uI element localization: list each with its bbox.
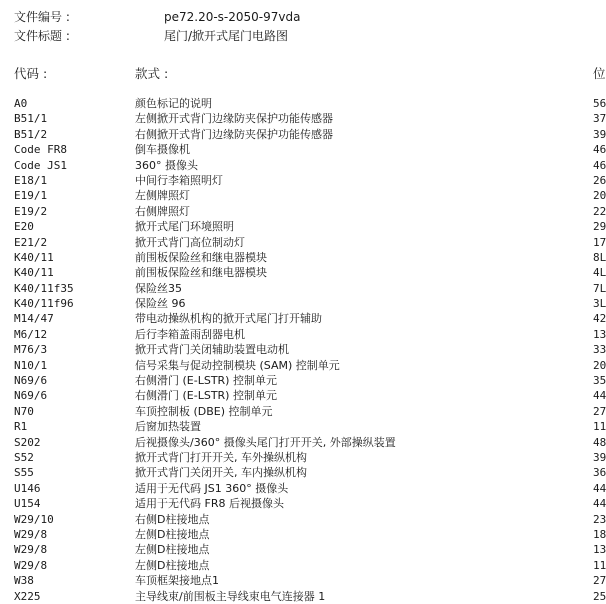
component-description: 保险丝35: [135, 281, 182, 295]
list-item: [0, 188, 606, 203]
component-description: 前围板保险丝和继电器模块: [135, 250, 267, 264]
component-code: W29/8: [14, 527, 48, 541]
component-code: Code FR8: [14, 143, 67, 157]
component-description: 颜色标记的说明: [135, 97, 212, 110]
component-code: E19/2: [14, 204, 48, 218]
component-description: 适用于无代码 JS1 360° 摄像头: [135, 481, 289, 495]
component-position: 20: [593, 358, 606, 372]
component-position: 20: [593, 189, 606, 203]
component-description: 掀开式背门高位制动灯: [135, 235, 245, 249]
list-item: [0, 435, 606, 450]
list-item: [0, 265, 606, 280]
list-item: [0, 404, 606, 419]
component-description: 主导线束/前围板主导线束电气连接器 1: [135, 589, 326, 603]
list-item: [0, 465, 606, 480]
component-code: E20: [14, 220, 34, 234]
component-code: W29/8: [14, 543, 48, 557]
component-description: 右侧掀开式背门边缘防夹保护功能传感器: [135, 127, 333, 141]
component-description: 适用于无代码 FR8 后视摄像头: [135, 497, 284, 511]
component-code: E18/1: [14, 173, 48, 187]
component-code: M6/12: [14, 327, 48, 341]
component-code: E21/2: [14, 235, 48, 249]
component-code: U154: [14, 497, 41, 511]
component-description: 左侧D柱接地点: [135, 527, 210, 541]
list-item: [0, 388, 606, 403]
component-code: K40/11f96: [14, 297, 74, 311]
component-code: N10/1: [14, 358, 48, 372]
component-position: 27: [593, 574, 606, 588]
component-description: 掀开式背门关闭开关, 车内操纵机构: [135, 466, 307, 480]
component-code: B51/1: [14, 112, 48, 126]
document-number-value: pe72.20-s-2050-97vda: [164, 10, 301, 24]
component-position: 4L: [593, 266, 606, 280]
component-code: K40/11f35: [14, 281, 74, 295]
component-position: 17: [593, 235, 606, 249]
component-position: 7L: [593, 281, 606, 295]
component-code: Code JS1: [14, 158, 67, 172]
list-item: [0, 158, 606, 173]
component-position: 8L: [593, 250, 606, 264]
column-header-code: 代码 :: [14, 66, 48, 81]
component-position: 13: [593, 543, 606, 557]
component-description: 车顶框架接地点1: [135, 574, 219, 588]
component-description: 带电动操纵机构的掀开式尾门打开辅助: [135, 312, 322, 326]
component-code: N69/6: [14, 374, 48, 388]
list-item: [0, 373, 606, 388]
list-item: [0, 527, 606, 542]
column-header-model: 款式 :: [135, 66, 169, 81]
component-position: 25: [593, 589, 606, 603]
list-item: [0, 512, 606, 527]
component-code: W29/8: [14, 558, 48, 572]
component-code: W29/10: [14, 512, 54, 526]
component-position: 44: [593, 389, 606, 403]
component-position: 23: [593, 512, 606, 526]
component-description: 前围板保险丝和继电器模块: [135, 266, 267, 280]
component-position: 26: [593, 173, 606, 187]
component-code: X225: [14, 589, 41, 603]
component-position: 42: [593, 312, 606, 326]
list-item: [0, 204, 606, 219]
component-position: 46: [593, 158, 606, 172]
component-description: 中间行李箱照明灯: [135, 173, 223, 187]
list-item: [0, 235, 606, 250]
component-code: K40/11: [14, 266, 54, 280]
component-position: 46: [593, 143, 606, 157]
component-description: 后窗加热装置: [135, 420, 201, 434]
component-position: 11: [593, 420, 606, 434]
component-description: 掀开式背门关闭辅助装置电动机: [135, 343, 289, 357]
component-position: 39: [593, 127, 606, 141]
component-position: 36: [593, 466, 606, 480]
component-description: 右侧D柱接地点: [135, 512, 210, 526]
component-position: 13: [593, 327, 606, 341]
component-position: 56: [593, 97, 606, 110]
component-description: 右侧牌照灯: [135, 204, 190, 218]
component-position: 48: [593, 435, 606, 449]
component-description: 左侧D柱接地点: [135, 558, 210, 572]
component-code: M76/3: [14, 343, 48, 357]
component-code: S55: [14, 466, 34, 480]
component-position: 44: [593, 497, 606, 511]
list-item: [0, 419, 606, 434]
component-position: 3L: [593, 297, 606, 311]
component-position: 39: [593, 450, 606, 464]
component-list: [0, 96, 606, 604]
component-code: W38: [14, 574, 34, 588]
component-code: N70: [14, 404, 34, 418]
component-position: 35: [593, 374, 606, 388]
component-code: A0: [14, 97, 28, 110]
component-description: 左侧牌照灯: [135, 189, 190, 203]
component-description: 360° 摄像头: [135, 158, 198, 172]
component-code: U146: [14, 481, 41, 495]
component-code: E19/1: [14, 189, 48, 203]
list-item: [0, 542, 606, 557]
component-description: 车顶控制板 (DBE) 控制单元: [135, 404, 273, 418]
component-description: 左侧D柱接地点: [135, 543, 210, 557]
component-description: 后行李箱盖雨刮器电机: [135, 327, 245, 341]
component-code: M14/47: [14, 312, 54, 326]
list-item: [0, 250, 606, 265]
document-title-value: 尾门/掀开式尾门电路图: [164, 29, 289, 43]
list-item: [0, 111, 606, 126]
component-description: 保险丝 96: [135, 297, 186, 311]
list-item: [0, 573, 606, 588]
component-position: 44: [593, 481, 606, 495]
component-position: 18: [593, 527, 606, 541]
component-description: 掀开式背门打开开关, 车外操纵机构: [135, 450, 307, 464]
document-number-label: 文件编号 :: [14, 10, 70, 24]
list-item: [0, 481, 606, 496]
document-title-label: 文件标题 :: [14, 29, 70, 43]
component-position: 22: [593, 204, 606, 218]
component-position: 29: [593, 220, 606, 234]
list-item: [0, 342, 606, 357]
component-code: K40/11: [14, 250, 54, 264]
component-code: N69/6: [14, 389, 48, 403]
component-code: S202: [14, 435, 41, 449]
list-item: [0, 589, 606, 604]
component-code: R1: [14, 420, 28, 434]
list-item: [0, 219, 606, 234]
component-position: 27: [593, 404, 606, 418]
list-item: [0, 281, 606, 296]
list-item: [0, 327, 606, 342]
list-item: [0, 96, 606, 111]
component-position: 37: [593, 112, 606, 126]
list-item: [0, 558, 606, 573]
component-description: 信号采集与促动控制模块 (SAM) 控制单元: [135, 358, 340, 372]
component-code: S52: [14, 450, 34, 464]
component-position: 33: [593, 343, 606, 357]
component-description: 右侧滑门 (E-LSTR) 控制单元: [135, 374, 277, 388]
list-item: [0, 296, 606, 311]
component-description: 左侧掀开式背门边缘防夹保护功能传感器: [135, 112, 333, 126]
list-item: [0, 450, 606, 465]
list-item: [0, 496, 606, 511]
component-description: 右侧滑门 (E-LSTR) 控制单元: [135, 389, 277, 403]
component-description: 后视摄像头/360° 摄像头尾门打开开关, 外部操纵装置: [135, 435, 396, 449]
list-item: [0, 127, 606, 142]
column-header-position: 位: [593, 66, 606, 81]
list-item: [0, 358, 606, 373]
component-description: 掀开式尾门环境照明: [135, 220, 234, 234]
list-item: [0, 173, 606, 188]
component-code: B51/2: [14, 127, 48, 141]
component-description: 倒车摄像机: [135, 143, 190, 157]
list-item: [0, 311, 606, 326]
component-position: 11: [593, 558, 606, 572]
list-item: [0, 142, 606, 157]
